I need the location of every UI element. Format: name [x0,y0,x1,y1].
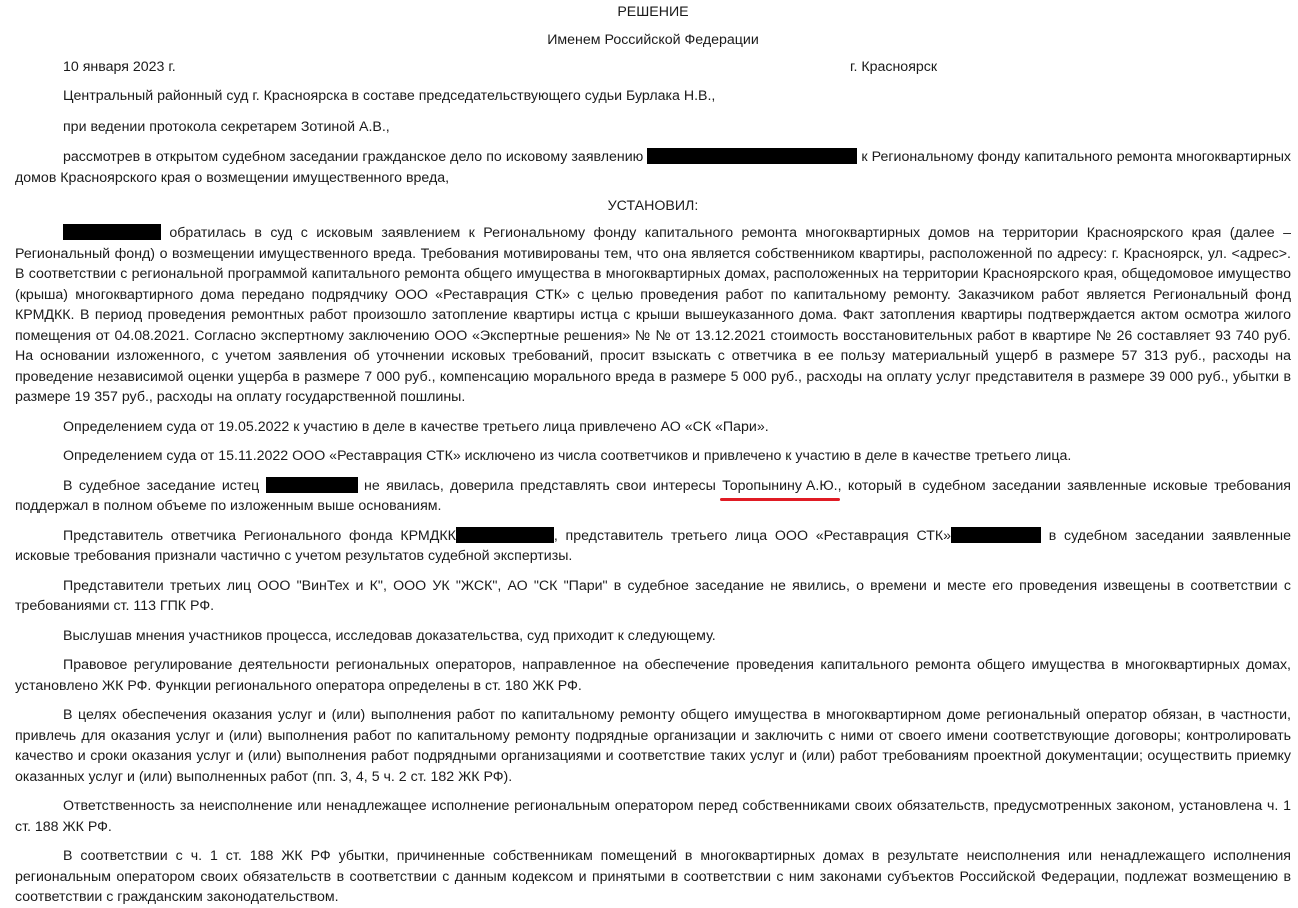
representatives-text-c: в судебном заседании заявленные исковые требования признали частично с учетом результатов судебной экспертизы. [15,527,1291,564]
representatives-text-a: Представитель ответчика Регионального фонда КРМДКК [63,527,456,544]
paragraph-conclusion-intro: Выслушав мнения участников процесса, исследовав доказательства, суд приходит к следующему. [63,627,716,644]
paragraph-representatives [15,526,1291,567]
decision-city: г. Красноярск [850,59,938,75]
redacted-plaintiff-name [63,224,161,240]
claim-text: обратилась в суд с исковым заявлением к Региональному фонду капитального ремонта многоквартирных домов на территории Красноярского края (далее – Региональный фонд) о возмещении имущественного вреда. Требования мотивированы тем, что она является собственником квартиры, расположенной по адресу: г. Красноярск, ул. <адрес>. В соответствии с региональной программой капитального ремонта общего имущества в многоквартирных домах, расположенных на территории Красноярского края, общедомовое имущество (крыша) многоквартирного дома передано подрядчику ООО «Реставрация СТК» с целью проведения работ по капитальному ремонту. Заказчиком работ является Региональный фонд КРМДКК. В период проведения ремонтных работ произошло затопление квартиры истца с крыши вышеуказанного дома. Факт затопления квартиры подтверждается актом осмотра жилого помещения от 04.08.2021. Согласно экспертному заключению ООО «Экспертные решения» № № от 13.12.2021 стоимость восстановительных работ в квартире № 26 составляет 93 740 руб. На основании изложенного, с учетом заявления об уточнении исковых требований, просит взыскать с ответчика в ее пользу материальный ущерб в размере 57 313 руб., расходы на проведение независимой оценки ущерба в размере 7 000 руб., компенсацию морального вреда в размере 5 000 руб., расходы на оплату услуг представителя в размере 39 000 руб., убытки в размере 19 357 руб., расходы на оплату государственной пошлины. [15,225,1291,405]
representatives-text-b: , представитель третьего лица ООО «Реставрация СТК» [553,527,952,544]
date-place-row [15,57,1291,79]
case-text-b: к Региональному фонду капитального ремонта многоквартирных домов Красноярского края о возмещении имущественного вреда, [15,149,1291,186]
document-title: РЕШЕНИЕ [617,4,689,20]
paragraph-third-party-sk: Определением суда от 19.05.2022 к участию в деле в качестве третьего лица привлечено АО «СК «Пари». [63,418,769,435]
paragraph-excluded-stk: Определением суда от 15.11.2022 ООО «Реставрация СТК» исключено из числа соответчиков и привлечено к участию в деле в качестве третьего лица. [63,448,1072,464]
representative-name-highlighted: Торопынину А.Ю. [722,476,837,497]
court-decision-document [15,0,1291,908]
redacted-plaintiff-name [266,477,358,493]
paragraph-damages: В соответствии с ч. 1 ст. 188 ЖК РФ убытки, причиненные собственникам помещений в многоквартирных домах в результате неисполнения или ненадлежащего исполнения региональным оператором своих обязательств в соответствии с данным кодексом и принятыми в соответствии с ним законами субъектов Российской Федерации, подлежат возмещению в соответствии с гражданским законодательством. [15,848,1291,905]
paragraph-hearing-plaintiff [15,476,1291,517]
paragraph-legal-regulation: Правовое регулирование деятельности региональных операторов, направленное на обеспечение проведения капитального ремонта общего имущества в многоквартирных домах, установлено ЖК РФ. Функции регионального оператора определены в ст. 180 ЖК РФ. [15,657,1291,694]
paragraph-third-parties-absent: Представители третьих лиц ООО "ВинТех и К", ООО УК "ЖСК", АО "СК "Пари" в судебное заседание не явились, о времени и месте его проведения извещены в соответствии с требованиями ст. 113 ГПК РФ. [15,577,1291,614]
redacted-plaintiff-name [647,148,857,164]
hearing-text-a: В судебное заседание истец [63,477,260,494]
decision-date: 10 января 2023 г. [63,59,176,75]
paragraph-court: Центральный районный суд г. Красноярска в составе председательствующего судьи Бурлака Н.В., [63,88,716,104]
established-heading: УСТАНОВИЛ: [607,198,699,214]
document-subtitle: Именем Российской Федерации [547,32,759,48]
hearing-text-c: , который в судебном заседании заявленные исковые требования поддержал в полном объеме по изложенным выше основаниям. [15,477,1291,514]
paragraph-secretary: при ведении протокола секретарем Зотиной А.В., [63,118,390,135]
paragraph-claim [15,223,1291,408]
paragraph-case [15,147,1291,188]
hearing-text-b: не явилась, доверила представлять свои интересы [363,477,716,494]
paragraph-operator-liability: Ответственность за неисполнение или ненадлежащее исполнение региональным оператором перед собственниками своих обязательств, предусмотренных законом, установлена ч. 1 ст. 188 ЖК РФ. [15,798,1291,835]
redacted-defendant-rep [456,527,554,543]
paragraph-operator-duties: В целях обеспечения оказания услуг и (или) выполнения работ по капитальному ремонту общего имущества в многоквартирном доме региональный оператор обязан, в частности, привлечь для оказания услуг и (или) выполнения работ по капитальному ремонту подрядные организации и заключить с ними от своего имени соответствующие договоры; контролировать качество и сроки оказания услуг и (или) выполнения работ подрядными организациями и соответствие таких услуг и (или) работ требованиям проектной документации; осуществить приемку оказанных услуг и (или) выполненных работ (пп. 3, 4, 5 ч. 2 ст. 182 ЖК РФ). [15,707,1291,785]
redacted-third-party-rep [951,527,1041,543]
case-text-a: рассмотрев в открытом судебном заседании гражданское дело по исковому заявлению [63,149,644,165]
